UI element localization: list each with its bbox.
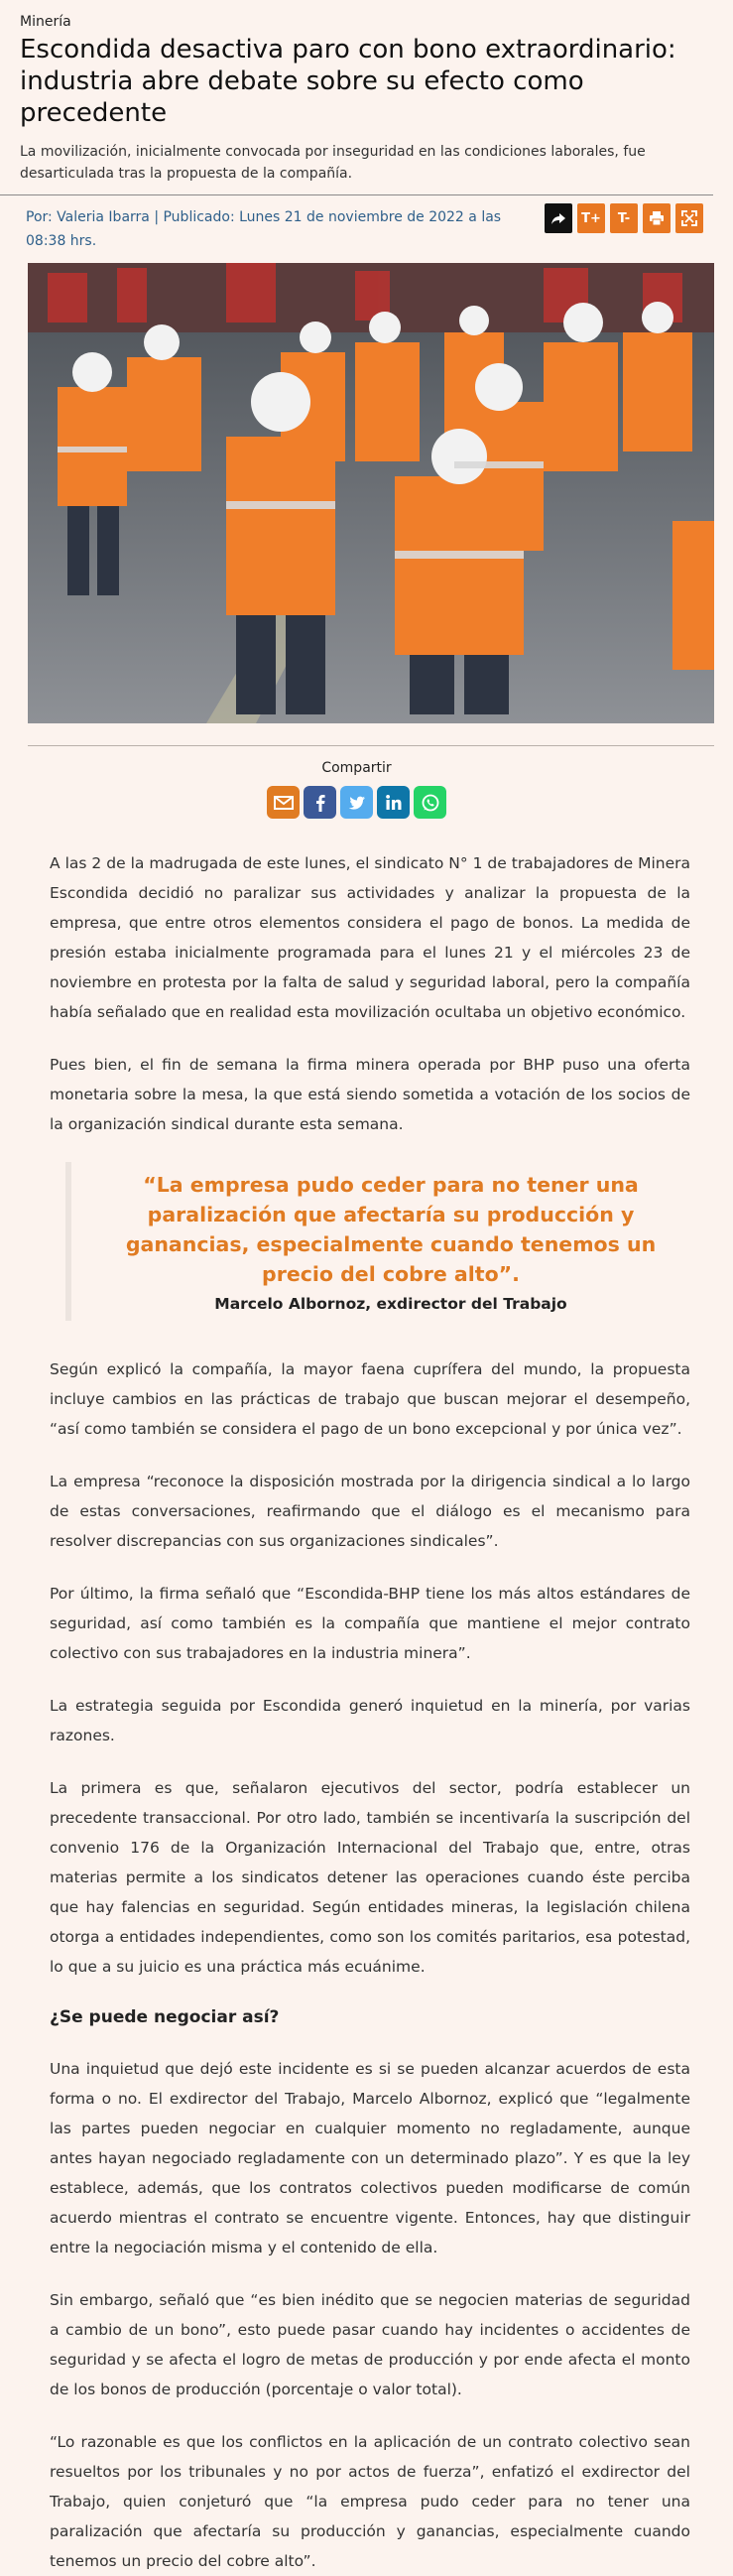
paragraph: Según explicó la compañía, la mayor faena cuprífera del mundo, la propuesta incluye cambios en las prácticas de trabajo que buscan mejorar el desempeño, “así como también se considera el pago de un bono excepcional y por única vez”.	[50, 1360, 690, 1438]
twitter-icon	[346, 792, 368, 814]
printer-icon	[649, 210, 665, 226]
paragraph: “Lo razonable es que los conflictos en la aplicación de un contrato colectivo sean resueltos por los tribunales y no por actos de fuerza”, enfatizó el exdirector del Trabajo, quien conjeturó que “la empresa pudo ceder para no tener una paralización que afectaría su producción y ganancias, especialmente cuando tenemos un precio del cobre alto”.	[50, 2433, 690, 2570]
expand-button[interactable]	[675, 203, 703, 233]
paragraph: Por último, la firma señaló que “Escondida-BHP tiene los más altos estándares de seguridad, así como también es la compañía que mantiene el mejor contrato colectivo con sus trabajadores en la industria minera”.	[50, 1585, 690, 1662]
share-email-button[interactable]	[267, 786, 300, 819]
article-tools	[545, 203, 703, 233]
email-icon	[273, 792, 295, 814]
paragraph: La estrategia seguida por Escondida generó inquietud en la minería, por varias razones.	[50, 1697, 690, 1744]
linkedin-icon	[383, 792, 405, 814]
share-facebook-button[interactable]	[304, 786, 336, 819]
paragraph: La primera es que, señalaron ejecutivos del sector, podría establecer un precedente transaccional. Por otro lado, también se incentivaría la suscripción del convenio 176 de la Organización Internacional del Trabajo que, entre, otras materias permite a los sindicatos detener las operaciones cuando éste perciba que hay falencias en seguridad. Según entidades mineras, la legislación chilena otorga a entidades independientes, como son los comités paritarios, esa potestad, lo que a su juicio es una práctica más ecuánime.	[50, 1779, 690, 1976]
share-arrow-icon	[550, 210, 566, 226]
article-photo	[28, 263, 714, 723]
share-label: Compartir	[321, 760, 392, 776]
whatsapp-icon	[420, 792, 441, 814]
pull-quote	[65, 1162, 690, 1321]
section-label[interactable]: Minería	[20, 14, 71, 30]
font-increase-button[interactable]: T+	[577, 203, 605, 233]
paragraph: Una inquietud que dejó este incidente es si se pueden alcanzar acuerdos de esta forma o no. El exdirector del Trabajo, Marcelo Albornoz, explicó que “legalmente las partes pueden negociar en cualquier momento no regladamente, aunque antes hayan negociado regladamente con un determinado plazo”. Y es que la ley establece, además, que los contratos colectivos pueden modificarse de común acuerdo mientras el contrato se encuentre vigente. Entonces, hay que distinguir entre la negociación misma y el contenido de ella.	[50, 2060, 690, 2256]
subheading: ¿Se puede negociar así?	[50, 2007, 280, 2027]
font-decrease-button[interactable]: T-	[610, 203, 638, 233]
share-linkedin-button[interactable]	[377, 786, 410, 819]
headline: Escondida desactiva paro con bono extraordinario: industria abre debate sobre su efecto como precedente	[20, 35, 676, 128]
lead: La movilización, inicialmente convocada por inseguridad en las condiciones laborales, fue desarticulada tras la propuesta de la compañía.	[20, 144, 646, 182]
paragraph: Pues bien, el fin de semana la firma minera operada por BHP puso una oferta monetaria sobre la mesa, la que está siendo sometida a votación de los socios de la organización sindical durante esta semana.	[50, 1056, 690, 1133]
share-whatsapp-button[interactable]	[414, 786, 446, 819]
facebook-icon	[309, 792, 331, 814]
byline: Por: Valeria Ibarra | Publicado: Lunes 21 de noviembre de 2022 a las 08:38 hrs.	[26, 209, 502, 249]
share-twitter-button[interactable]	[340, 786, 373, 819]
pull-quote-text: “La empresa pudo ceder para no tener una paralización que afectaría su producción y ganancias, especialmente cuando tenemos un precio del cobre alto”.	[125, 1173, 657, 1286]
paragraph: A las 2 de la madrugada de este lunes, el sindicato N° 1 de trabajadores de Minera Escondida decidió no paralizar sus actividades y analizar la propuesta de la empresa, que entre otros elementos considera el pago de bonos. La medida de presión estaba inicialmente programada para el lunes 21 y el miércoles 23 de noviembre en protesta por la falta de salud y seguridad laboral, pero la compañía había señalado que en realidad esta movilización ocultaba un objetivo económico.	[50, 854, 690, 1021]
print-button[interactable]	[643, 203, 671, 233]
meta-row	[20, 195, 733, 263]
share-tool-button[interactable]	[545, 203, 572, 233]
article-body	[50, 848, 690, 2576]
paragraph: Sin embargo, señaló que “es bien inédito que se negocien materias de seguridad a cambio de un bono”, esto puede pasar cuando hay incidentes o accidentes de seguridad y se afecta el logro de metas de producción y por ende afecta el monto de los bonos de producción (porcentaje o valor total).	[50, 2291, 690, 2398]
expand-icon	[681, 210, 697, 226]
pull-quote-author: Marcelo Albornoz, exdirector del Trabajo	[214, 1295, 567, 1313]
paragraph: La empresa “reconoce la disposición mostrada por la dirigencia sindical a lo largo de estas conversaciones, reafirmando que el diálogo es el mecanismo para resolver discrepancias con sus organizaciones sindicales”.	[50, 1473, 690, 1550]
share-buttons	[0, 786, 713, 819]
miners-photo-illustration	[28, 263, 714, 723]
divider	[28, 745, 714, 746]
